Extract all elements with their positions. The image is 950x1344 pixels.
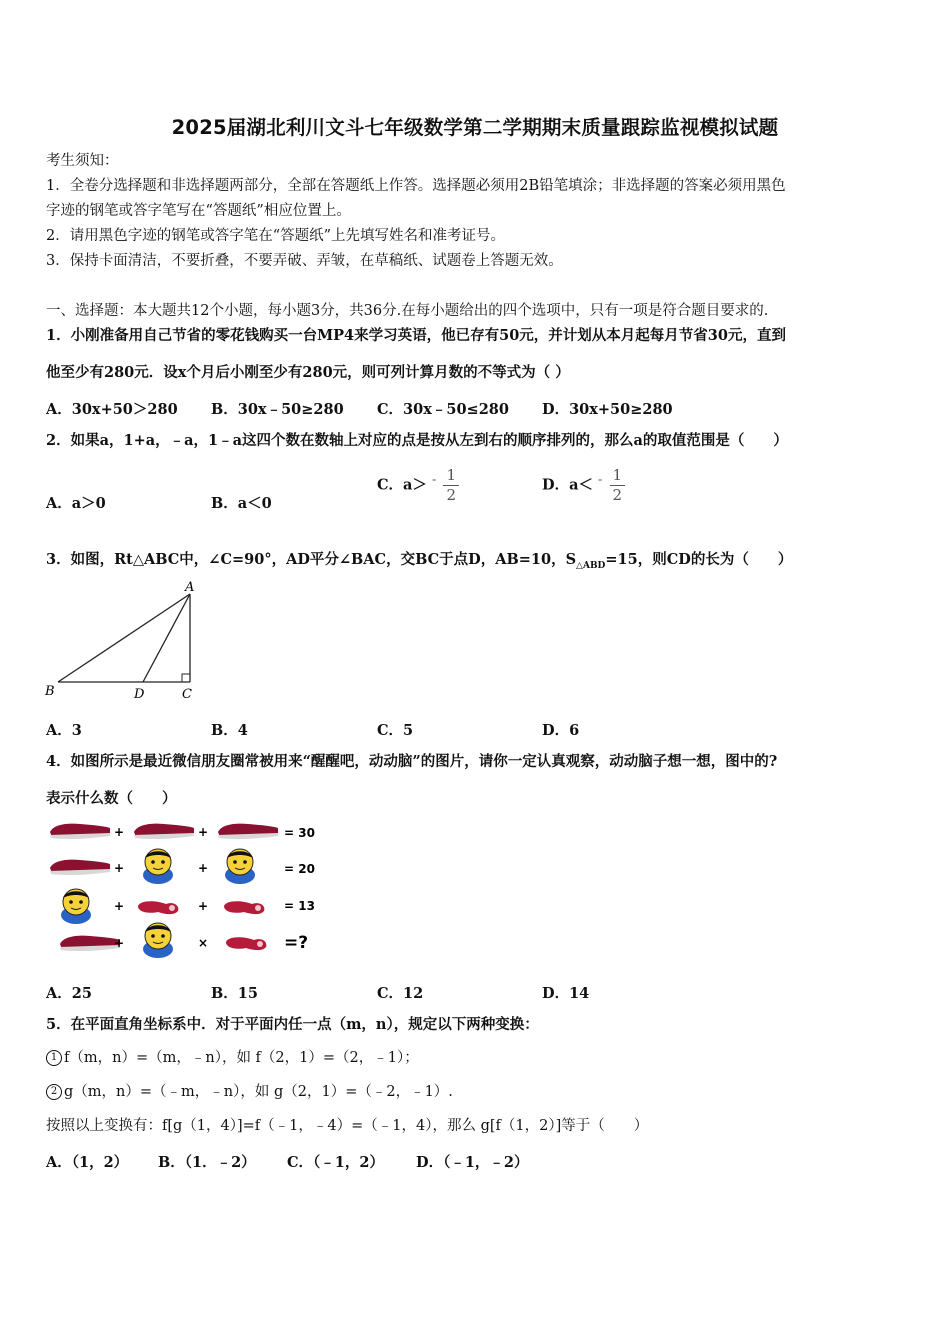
- fraction-denominator: 2: [446, 486, 457, 504]
- circled-number: 1: [46, 1050, 62, 1066]
- q5-rule-2-text: g（m，n）=（﹣m，﹣n），如 g（2，1）=（﹣2，﹣1）.: [64, 1084, 453, 1100]
- times-sign: ×: [198, 936, 209, 950]
- shoe-icon: [50, 860, 110, 875]
- plus-sign: +: [198, 899, 209, 913]
- boy-face-icon: [61, 889, 91, 924]
- row-result: = 20: [284, 862, 315, 876]
- boy-face-icon: [143, 849, 173, 884]
- boy-face-icon: [225, 849, 255, 884]
- q1-option-a[interactable]: A．30x+50＞280: [46, 401, 178, 418]
- q5-option-d[interactable]: D．（﹣1，﹣2）: [416, 1154, 529, 1171]
- label-b: B: [45, 684, 55, 699]
- section-heading: 一、选择题：本大题共12个小题，每小题3分，共36分.在每小题给出的四个选项中，只有一项是符合题目要求的.: [46, 303, 769, 319]
- q2-option-b[interactable]: B．a＜0: [211, 495, 272, 512]
- page-title: 2025届湖北利川文斗七年级数学第二学期期末质量跟踪监视模拟试题: [171, 116, 779, 139]
- notice-item: 2．请用黑色字迹的钢笔或答字笔在“答题纸”上先填写姓名和准考证号。: [46, 228, 506, 244]
- q1-option-d[interactable]: D．30x+50≥280: [542, 401, 673, 418]
- bisector-ad: [143, 594, 190, 682]
- q4-stem-line2: 表示什么数（ ）: [46, 790, 177, 807]
- row-3: [61, 889, 315, 924]
- fraction-numerator: 1: [446, 466, 457, 484]
- q3-option-b[interactable]: B．4: [211, 722, 248, 739]
- puzzle-figure: [44, 816, 334, 964]
- q3-stem-part2: =15，则CD的长为（ ）: [605, 551, 793, 568]
- circled-number: 2: [46, 1084, 62, 1100]
- q5-option-b[interactable]: B．（1．﹣2）: [158, 1154, 256, 1171]
- shoe-icon: [50, 824, 110, 839]
- minus-sign: -: [432, 472, 437, 488]
- whistle-icon: [224, 901, 264, 914]
- notice-item: 3．保持卡面清洁，不要折叠，不要弄破、弄皱，在草稿纸、试题卷上答题无效。: [46, 253, 563, 269]
- plus-sign: +: [198, 825, 209, 839]
- q3-stem: [46, 551, 792, 575]
- whistle-icon: [138, 901, 178, 914]
- row-result: = 13: [284, 899, 315, 913]
- notice-heading: 考生须知：: [46, 153, 119, 169]
- q2-option-c-label: C．a＞: [377, 476, 427, 494]
- q2-stem: 2．如果a，1+a，﹣a，1﹣a这四个数在数轴上对应的点是按从左到右的顺序排列的，那么a的取值范围是（ ）: [46, 432, 788, 449]
- label-c: C: [182, 687, 192, 702]
- q3-option-d[interactable]: D．6: [542, 722, 580, 739]
- label-d: D: [134, 687, 145, 702]
- notice-item: 1．全卷分选择题和非选择题两部分，全部在答题纸上作答。选择题必须用2B铅笔填涂；非选择题的答案必须用黑色: [46, 178, 786, 194]
- q3-option-c[interactable]: C．5: [377, 722, 414, 739]
- q1-option-c[interactable]: C．30x﹣50≤280: [377, 401, 509, 418]
- plus-sign: +: [114, 936, 125, 950]
- q4-option-c[interactable]: C．12: [377, 985, 424, 1002]
- fraction: [443, 468, 459, 503]
- q4-option-d[interactable]: D．14: [542, 985, 590, 1002]
- side-ab: [58, 594, 190, 682]
- q2-option-c[interactable]: [377, 468, 459, 503]
- boy-face-icon: [143, 923, 173, 958]
- row-result: = 30: [284, 826, 315, 840]
- q5-rule-1-text: f（m，n）=（m，﹣n），如 f（2，1）=（2，﹣1）；: [64, 1050, 419, 1066]
- q5-rule-1: [46, 1049, 419, 1067]
- plus-sign: +: [198, 861, 209, 875]
- plus-sign: +: [114, 825, 125, 839]
- triangle-figure: [40, 578, 210, 703]
- shoe-icon: [60, 936, 120, 951]
- plus-sign: +: [114, 861, 125, 875]
- whistle-icon: [226, 937, 266, 950]
- q3-stem-part1: 3．如图，Rt△ABC中，∠C=90°，AD平分∠BAC，交BC于点D，AB=10，S: [46, 551, 577, 568]
- q5-rule-2: [46, 1083, 453, 1101]
- q1-stem-line1: 1．小刚准备用自己节省的零花钱购买一台MP4来学习英语，他已存有50元，并计划从本月起每月节省30元，直到: [46, 327, 786, 344]
- q5-rule-3: 按照以上变换有：f[g（1，4）]=f（﹣1，﹣4）=（﹣1，4），那么 g[f（1，2）]等于（ ）: [46, 1118, 649, 1134]
- q4-option-b[interactable]: B．15: [211, 985, 258, 1002]
- label-a: A: [185, 580, 195, 595]
- q5-stem: 5．在平面直角坐标系中．对于平面内任一点（m，n），规定以下两种变换：: [46, 1016, 539, 1033]
- fraction-numerator: 1: [612, 466, 623, 484]
- q2-option-d-label: D．a＜: [542, 476, 593, 494]
- q4-stem-line1: 4．如图所示是最近微信朋友圈常被用来“醒醒吧，动动脑”的图片，请你一定认真观察，动动脑子想一想，图中的?: [46, 753, 778, 770]
- fraction-denominator: 2: [612, 486, 623, 504]
- q2-option-a[interactable]: A．a＞0: [46, 495, 106, 512]
- q5-option-a[interactable]: A．（1，2）: [46, 1154, 129, 1171]
- row-1: [50, 824, 315, 840]
- fraction: [610, 468, 626, 503]
- q1-stem-line2: 他至少有280元．设x个月后小刚至少有280元，则可列计算月数的不等式为（ ）: [46, 364, 570, 381]
- q3-subscript: △ABD: [576, 560, 606, 571]
- row-2: [50, 849, 315, 884]
- q5-option-c[interactable]: C．（﹣1，2）: [287, 1154, 384, 1171]
- row-result: =?: [284, 933, 309, 953]
- minus-sign: -: [598, 472, 603, 488]
- q1-option-b[interactable]: B．30x﹣50≥280: [211, 401, 344, 418]
- plus-sign: +: [114, 899, 125, 913]
- shoe-icon: [134, 824, 194, 839]
- row-4: [60, 923, 308, 958]
- q3-option-a[interactable]: A．3: [46, 722, 82, 739]
- q2-option-d[interactable]: [542, 468, 625, 503]
- shoe-icon: [218, 824, 278, 839]
- notice-item: 字迹的钢笔或答字笔写在“答题纸”相应位置上。: [46, 203, 351, 219]
- right-angle-mark: [182, 674, 190, 682]
- q4-option-a[interactable]: A．25: [46, 985, 92, 1002]
